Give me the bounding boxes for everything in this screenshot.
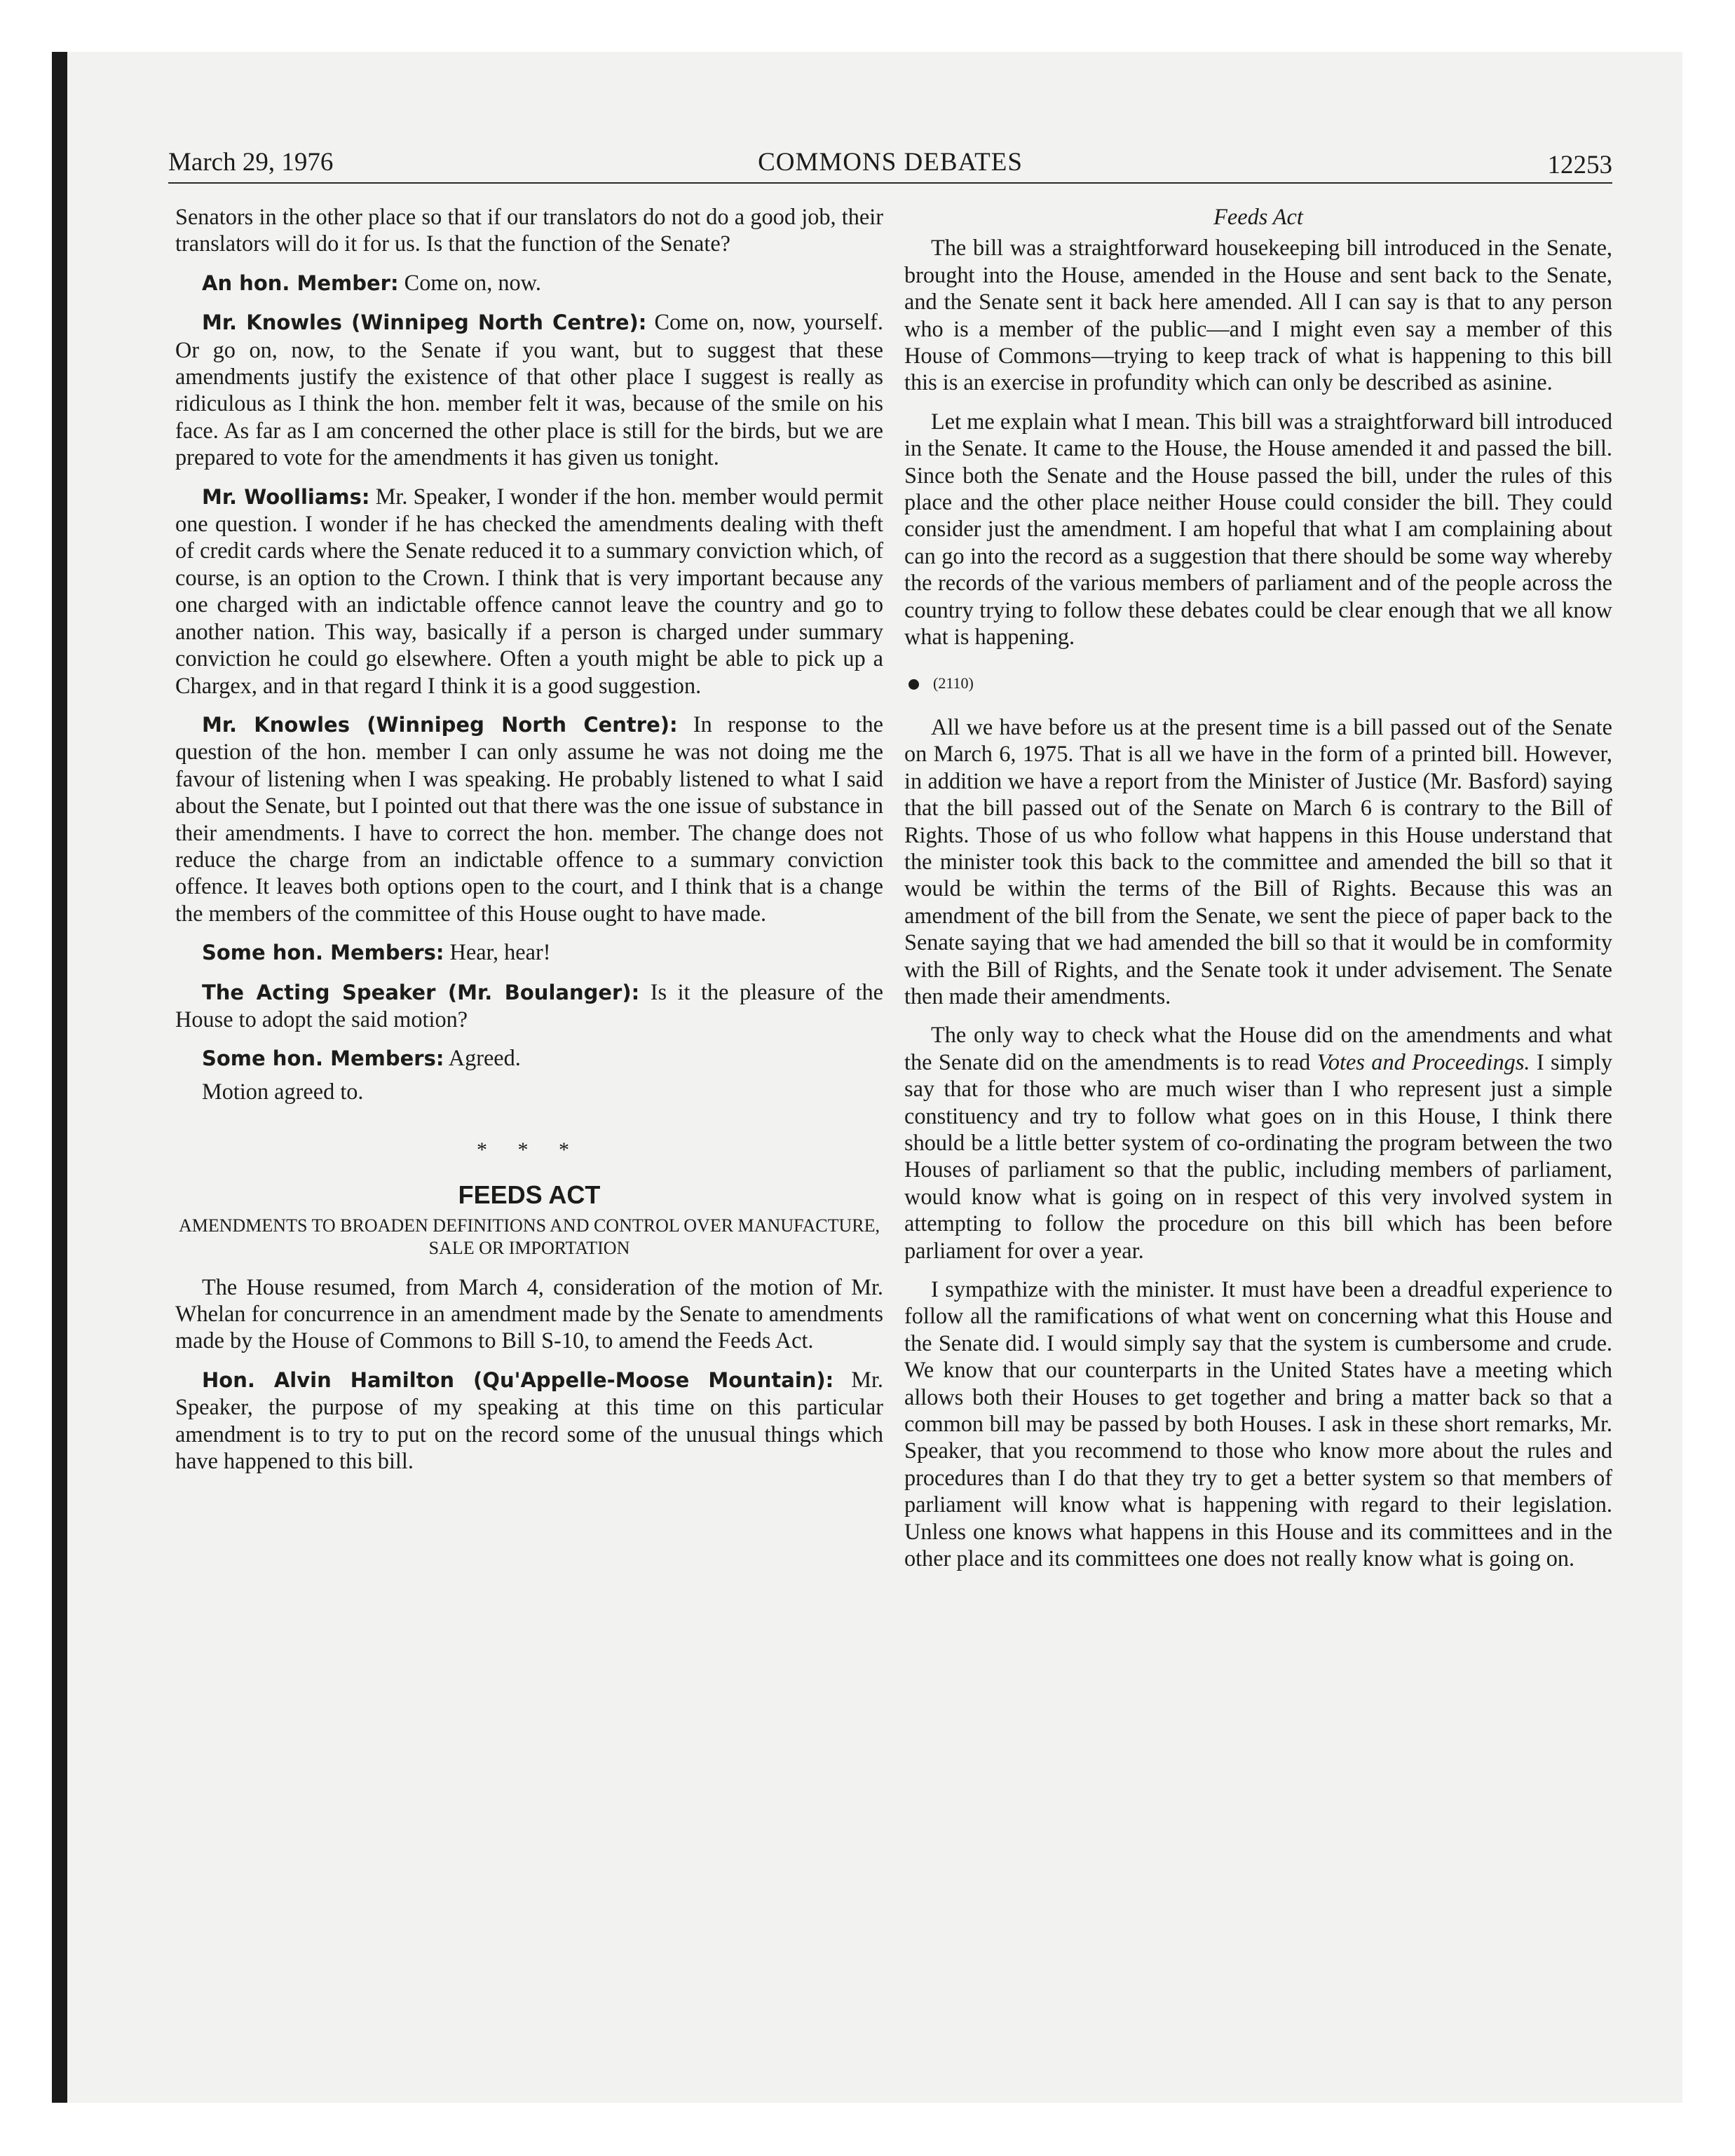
paragraph: All we have before us at the present time is a bill passed out of the Senate on March 6, 1975. That is all we have in the form of a printed bill. However, in addition we have a report from the Minister of Justice (Mr. Basford) saying that the bill passed out of the Senate on March 6 is contrary to the Bill of Rights. Those of us who follow what happens in this House understand that the minister took this back to the committee and amended the bill so that it would be within the terms of the Bill of Rights. Because this was an amendment of the bill from the Senate, we sent the piece of paper back to the Senate saying that we had amended the bill so that it would be in comformity with the Bill of Rights, and the Senate took it under advisement. The Senate then made their amendments. (904, 714, 1612, 1009)
time-marker-text: (2110) (933, 674, 974, 692)
time-marker (904, 670, 1612, 697)
publication-title: Votes and Proceedings. (1316, 1049, 1530, 1074)
binding-edge (52, 52, 67, 2103)
speaker-name: An hon. Member: (202, 271, 399, 295)
speech (175, 711, 883, 927)
paragraph-text: The only way to check what the House did on the amendments and what the Senate did on the amendments is to read (904, 1022, 1612, 1074)
paragraph: Motion agreed to. (202, 1078, 364, 1104)
header-page-number: 12253 (1547, 151, 1612, 179)
speaker-name: Some hon. Members: (202, 1046, 444, 1071)
section-separator: * * * (477, 1138, 582, 1162)
speech (175, 978, 883, 1033)
speaker-name: Some hon. Members: (202, 941, 444, 965)
header-title: COMMONS DEBATES (758, 148, 1023, 177)
speech-text: Is it the pleasure of the House to adopt the said motion? (175, 978, 884, 1032)
speech-text: Come on, now. (404, 269, 541, 295)
speech-text: Come on, now, yourself. Or go on, now, to the Senate if you want, but to suggest that these amendments justify the existence of that other place I suggest is really as ridiculous as I think the hon. member felt it was, because of the smile on his face. As far as I am concerned the other place is still for the birds, but we are prepared to vote for the amendments it has given us tonight. (175, 309, 883, 470)
paragraph: The bill was a straightforward housekeeping bill introduced in the Senate, brought into the House, amended in the House and sent back to the Senate, and the Senate sent it back here amended. All I can say is that to any person who is a member of the public—and I might even say a member of this House of Commons—trying to keep track of what is happening to this bill this is an exercise in profundity which can only be described as asinine. (904, 235, 1612, 395)
speech-text: Mr. Speaker, I wonder if the hon. member would permit one question. I wonder if he has checked the amendments dealing with theft of credit cards where the Senate reduced it to a summary conviction which, of course, is an option to the Crown. I think that is very important because any one charged with an indictable offence cannot leave the country and go to another nation. This way, basically if a person is charged under summary conviction he could go elsewhere. Often a youth might be able to pick up a Chargex, and in that regard I think it is a good suggestion. (175, 483, 884, 698)
speech (175, 308, 883, 470)
paragraph (904, 1021, 1612, 1264)
speech (175, 1366, 883, 1475)
paragraph: The House resumed, from March 4, consideration of the motion of Mr. Whelan for concurrence in an amendment made by the Senate to amendments made by the House of Commons to Bill S-10, to amend the Feeds Act. (175, 1274, 883, 1353)
section-heading: FEEDS ACT (458, 1180, 601, 1209)
speech-text: In response to the question of the hon. member I can only assume he was not doing me the favour of listening when I was speaking. He probably listened to what I said about the Senate, but I pointed out that there was the one issue of substance in their amendments. I have to correct the hon. member. The change does not reduce the charge from an indictable offence to a summary conviction offence. It leaves both options open to the court, and I think that is a change the members of the committee of this House ought to have made. (175, 711, 884, 926)
speaker-name: Hon. Alvin Hamilton (Qu'Appelle-Moose Mountain): (202, 1367, 834, 1392)
speaker-name: Mr. Woolliams: (202, 484, 370, 509)
speaker-name: Mr. Knowles (Winnipeg North Centre): (202, 311, 647, 335)
speech (175, 1044, 883, 1072)
speech (175, 269, 883, 296)
speech-text: Mr. Speaker, the purpose of my speaking at this time on this particular amendment is to try to put on the record some of the unusual things which have happened to this bill. (175, 1366, 883, 1474)
paragraph-text: I simply say that for those who are much wiser than I who represent just a simple constituency and try to follow what goes on in this House, I think there should be a little better system of co-ordinating the program between the two Houses of parliament so that the public, including members of parliament, would know what is going on in respect of this very involved system in attempting to follow the procedure on this bill which has been before parliament for over a year. (904, 1049, 1612, 1263)
bullet-icon (909, 679, 919, 690)
speech (175, 483, 883, 699)
speech (175, 939, 883, 966)
paragraph: I sympathize with the minister. It must have been a dreadful experience to follow all the ramifications of what went on concerning what this House and the Senate did. I would simply say that the system is cumbersome and crude. We know that our counterparts in the United States have a meeting which allows both their Houses to get together and bring a matter back so that a common bill may be passed by both Houses. I ask in these short remarks, Mr. Speaker, that you recommend to those who know more about the rules and procedures than I do that they try to get a better system so that members of parliament will know what is happening with regard to their legislation. Unless one knows what happens in this House and its committees and in the other place and its committees one does not really know what is going on. (904, 1276, 1612, 1571)
section-subheading: AMENDMENTS TO BROADEN DEFINITIONS AND CONTROL OVER MANUFACTURE, SALE OR IMPORTATION (178, 1215, 880, 1258)
speech-text: Agreed. (448, 1045, 521, 1071)
speaker-name: The Acting Speaker (Mr. Boulanger): (202, 980, 640, 1004)
header-date: March 29, 1976 (168, 148, 334, 177)
running-head: Feeds Act (1213, 204, 1303, 229)
speech-text: Hear, hear! (449, 939, 551, 965)
paragraph: Let me explain what I mean. This bill was a straightforward bill introduced in the Senate. It came to the House, the House amended it and passed the bill. Since both the Senate and the House passed the bill, under the rules of this place and the other place neither House could consider the bill. They could consider just the amendment. I am hopeful that what I am complaining about can go into the record as a suggestion that there should be some way whereby the records of the various members of parliament and of the people across the country trying to follow these debates could be clear enough that we all know what is happening. (904, 408, 1612, 650)
left-column (175, 203, 883, 1474)
right-column (904, 203, 1612, 1572)
speaker-name: Mr. Knowles (Winnipeg North Centre): (202, 712, 678, 737)
paragraph: Senators in the other place so that if our translators do not do a good job, their translators will do it for us. Is that the function of the Senate? (175, 204, 883, 257)
page-header (168, 147, 1612, 184)
